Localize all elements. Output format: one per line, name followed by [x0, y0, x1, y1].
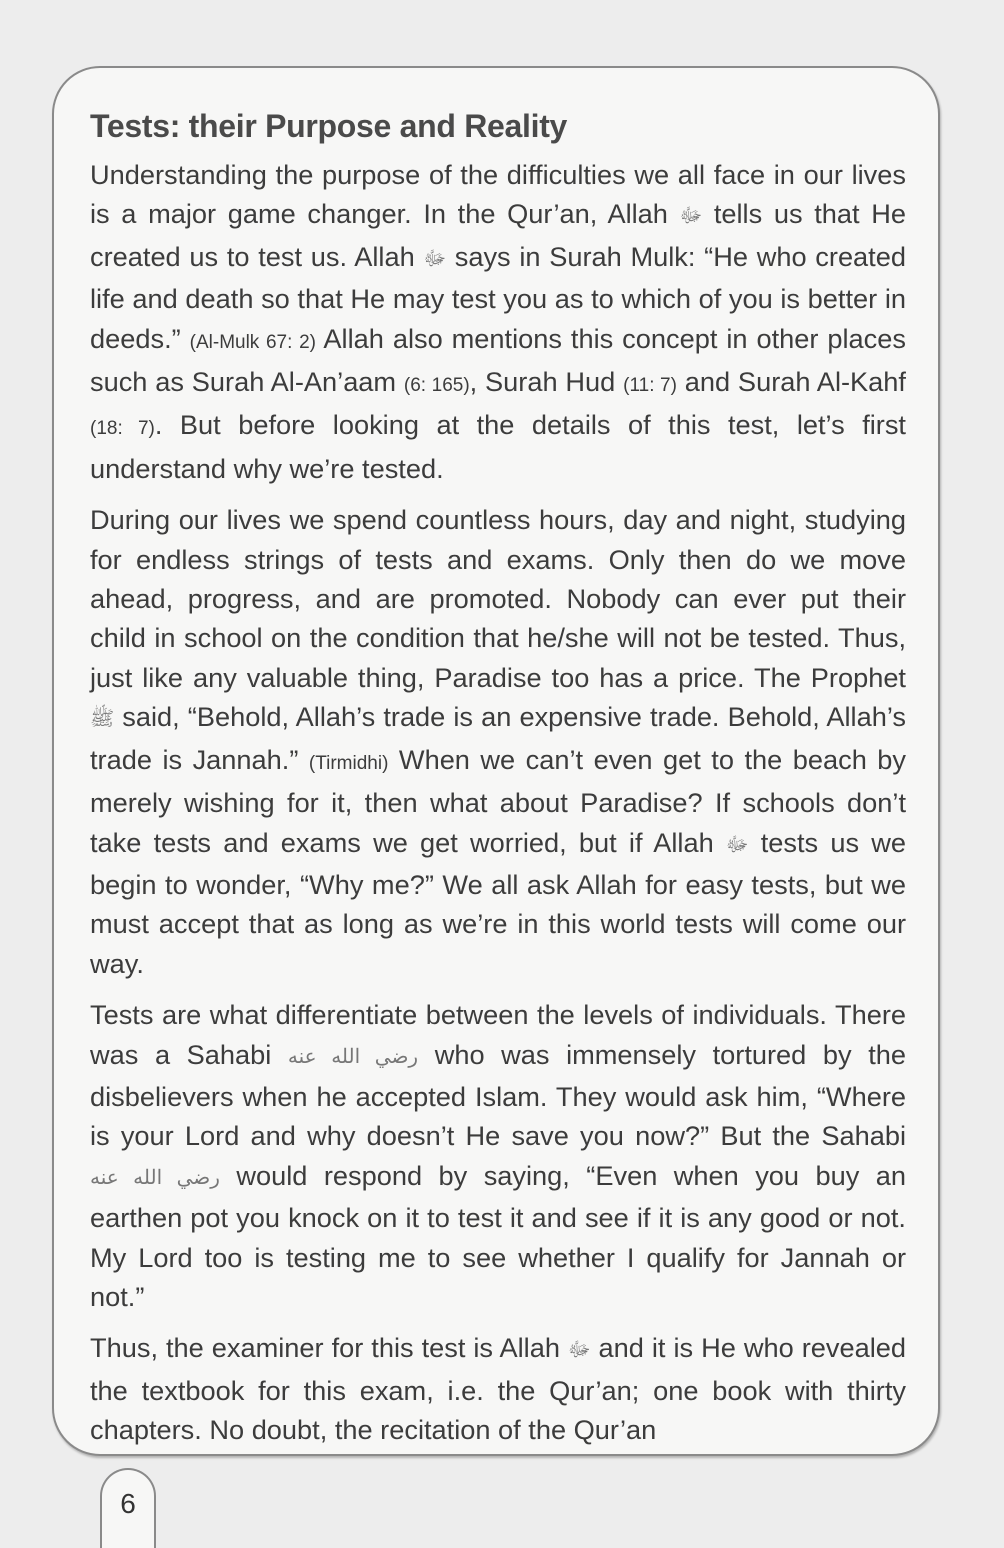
- sahabi-honorific-icon: رضي الله عنه: [90, 1166, 220, 1189]
- paragraph-2: [90, 500, 906, 983]
- text: Allah also mentions this concept in other places such as Surah Al-An’aam: [90, 322, 906, 398]
- paragraph-1: [90, 155, 906, 488]
- citation: (18: 7): [90, 418, 155, 440]
- text: tells us that He created us to test us. Allah: [90, 198, 906, 272]
- allah-honorific-icon: ﷻ: [423, 247, 447, 270]
- text: who was immensely tortured by the disbelievers when he accepted Islam. They would ask him, “Where is your Lord and why doesn’t He save you now?” But the Sahabi: [90, 1038, 906, 1152]
- page-number: 6: [100, 1468, 156, 1548]
- text: and it is He who revealed the textbook for this exam, i.e. the Qur’an; one book with thirty chapters. No doubt, the recitation of the Qur’an: [90, 1332, 906, 1446]
- section-title: Tests: their Purpose and Reality: [90, 108, 568, 144]
- content-panel: [52, 66, 940, 1456]
- text: would respond by saying, “Even when you buy an earthen pot you knock on it to test it and see if it is any good or not. My Lord too is testing me to see whether I qualify for Jannah or not.”: [90, 1159, 907, 1312]
- text: and Surah Al-Kahf: [684, 366, 906, 398]
- citation: (Tirmidhi): [308, 752, 389, 774]
- text: When we can’t even get to the beach by merely wishing for it, then what about Paradise? If schools don’t take tests and exams we get worried, but if Allah: [90, 743, 907, 858]
- text: tests us we begin to wonder, “Why me?” We all ask Allah for easy tests, but we must accept that as long as we’re in this world tests will come our way.: [90, 826, 906, 979]
- allah-honorific-icon: ﷻ: [567, 1339, 591, 1362]
- paragraph-3: [90, 995, 906, 1316]
- text: During our lives we spend countless hours, day and night, studying for endless strings of tests and exams. Only then do we move ahead, progress, and are promoted. Nobody can ever put their child in school on the condition that he/she will not be tested. Thus, just like any valuable thing, Paradise too has a price. The Prophet: [90, 504, 906, 693]
- citation: (6: 165): [403, 375, 470, 397]
- text: says in Surah Mulk: “He who created life and death so that He may test you as to which of you is better in deeds.”: [90, 240, 906, 354]
- allah-honorific-icon: ﷻ: [725, 833, 749, 856]
- text: said, “Behold, Allah’s trade is an expensive trade. Behold, Allah’s trade is Jannah.”: [90, 701, 906, 775]
- allah-honorific-icon: ﷻ: [679, 205, 703, 228]
- text: , Surah Hud: [469, 366, 616, 398]
- text: Understanding the purpose of the difficulties we all face in our lives is a major game changer. In the Qur’an, Allah: [90, 159, 906, 230]
- text: Thus, the examiner for this test is Allah: [90, 1332, 560, 1364]
- sahabi-honorific-icon: رضي الله عنه: [287, 1045, 419, 1068]
- content-body: [90, 108, 906, 1462]
- citation: (Al-Mulk 67: 2): [189, 331, 316, 353]
- citation: (11: 7): [623, 375, 677, 397]
- prophet-honorific-icon: ﷺ: [90, 708, 115, 731]
- paragraph-4: [90, 1328, 906, 1449]
- text: . But before looking at the details of this test, let’s first understand why we’re tested.: [90, 409, 906, 484]
- text: Tests are what differentiate between the levels of individuals. There was a Sahabi: [90, 999, 906, 1070]
